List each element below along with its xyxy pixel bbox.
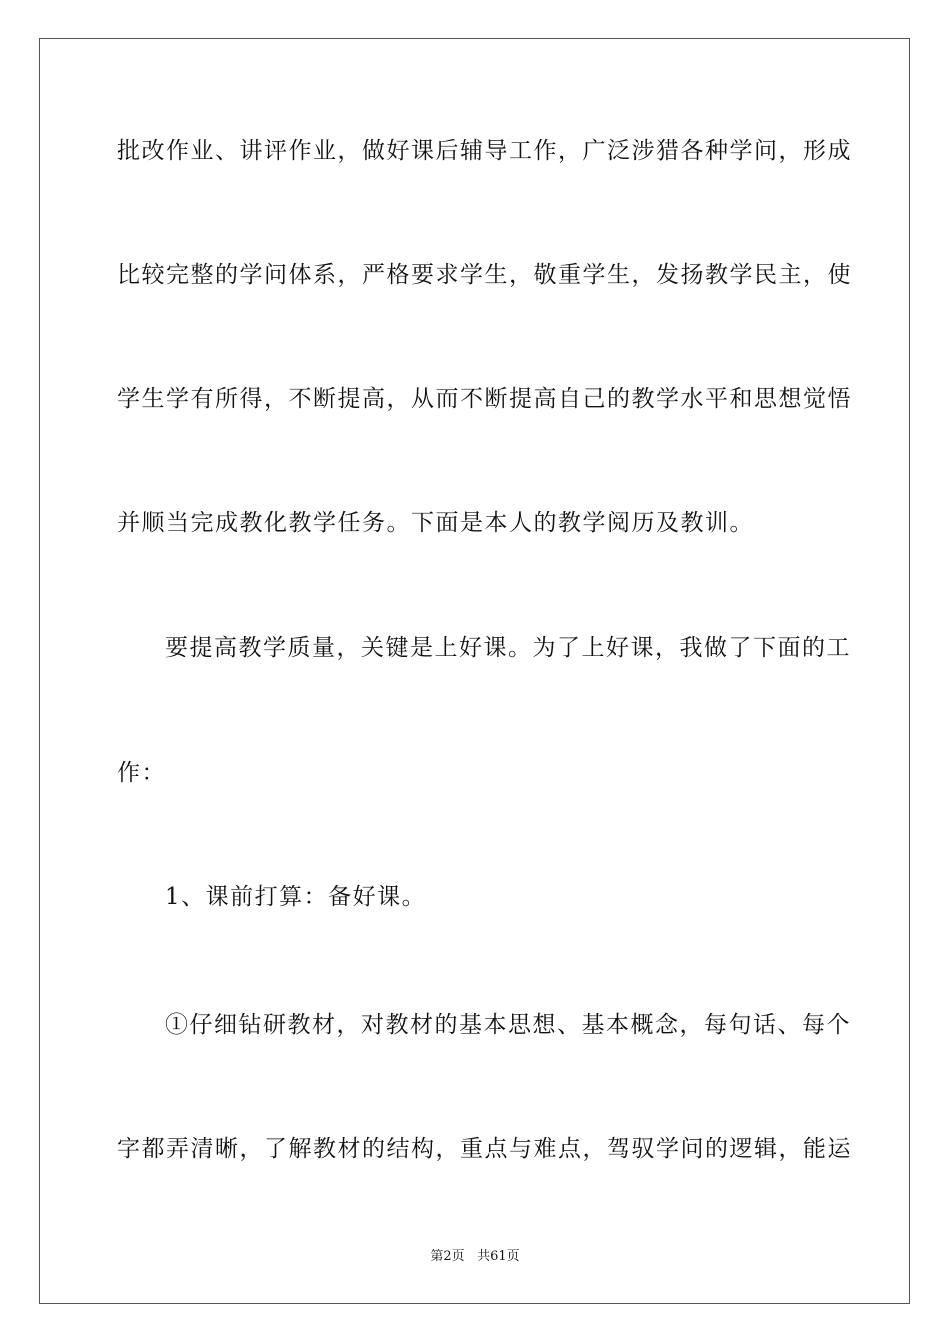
paragraph-line: 作： bbox=[117, 760, 166, 786]
paragraph-line: ①仔细钻研教材，对教材的基本思想、基本概念，每句话、每个 bbox=[165, 1012, 851, 1038]
paragraph-line: 要提高教学质量，关键是上好课。为了上好课，我做了下面的工 bbox=[165, 635, 851, 661]
paragraph-line: 字都弄清晰，了解教材的结构，重点与难点，驾驭学问的逻辑，能运 bbox=[117, 1136, 852, 1162]
list-item-heading: 1、课前打算：备好课。 bbox=[165, 884, 427, 910]
paragraph-line: 批改作业、讲评作业，做好课后辅导工作，广泛涉猎各种学问，形成 bbox=[117, 138, 852, 164]
page-number: 第2页 bbox=[430, 1249, 465, 1264]
page-border bbox=[39, 38, 910, 1304]
paragraph-line: 并顺当完成教化教学任务。下面是本人的教学阅历及教训。 bbox=[117, 510, 754, 536]
page-total: 共61页 bbox=[477, 1249, 520, 1264]
paragraph-line: 比较完整的学问体系，严格要求学生，敬重学生，发扬教学民主，使 bbox=[117, 262, 852, 288]
paragraph-line: 学生学有所得，不断提高，从而不断提高自己的教学水平和思想觉悟 bbox=[117, 386, 852, 412]
page-footer bbox=[0, 1248, 950, 1266]
